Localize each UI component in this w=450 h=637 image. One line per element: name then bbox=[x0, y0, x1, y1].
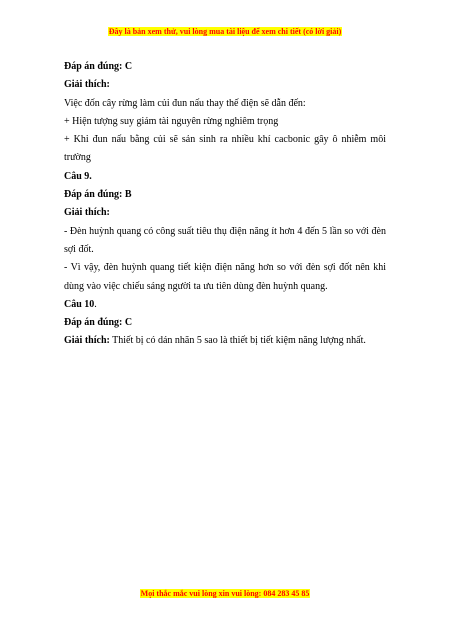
q10-explain-line bbox=[64, 332, 386, 350]
q9-explain-label: Giải thích: bbox=[64, 207, 110, 219]
preview-notice-banner bbox=[0, 27, 450, 37]
preview-notice-text: Đây là bản xem thử, vui lòng mua tài liệu để xem chi tiết (có lời giải) bbox=[108, 27, 342, 36]
q9-point-2: - Vì vậy, đèn huỳnh quang tiết kiện điện năng hơn so với đèn sợi đốt nên khi dùng vào việc chiếu sáng người ta ưu tiên dùng đèn huỳnh quang. bbox=[64, 262, 386, 292]
q10-explain-label: Giải thích: bbox=[64, 335, 110, 347]
q10-answer: Đáp án đúng: C bbox=[64, 317, 133, 329]
q9-point-1: - Đèn huỳnh quang có công suất tiêu thụ điện năng ít hơn 4 đến 5 lần so với đèn sợi đốt. bbox=[64, 225, 386, 255]
q8-intro: Việc đốn cây rừng làm củi đun nấu thay thế điện sẽ dẫn đến: bbox=[64, 97, 306, 109]
q10-title: Câu 10 bbox=[64, 298, 95, 310]
q9-answer: Đáp án đúng: B bbox=[64, 189, 132, 201]
q9-title: Câu 9. bbox=[64, 170, 92, 182]
q10-title-line bbox=[64, 296, 386, 314]
contact-notice-text: Mọi thắc mắc vui lòng xin vui lòng: 084 283 45 85 bbox=[140, 589, 310, 598]
contact-notice-banner bbox=[0, 589, 450, 599]
q10-title-suffix: . bbox=[94, 298, 97, 310]
q10-explain-text: Thiết bị có dán nhãn 5 sao là thiết bị tiết kiệm năng lượng nhất. bbox=[109, 335, 366, 347]
q8-explain-label: Giải thích: bbox=[64, 79, 110, 91]
answer-content bbox=[64, 58, 386, 351]
q8-answer: Đáp án đúng: C bbox=[64, 61, 133, 72]
q8-point-1: + Hiện tượng suy giảm tài nguyên rừng nghiêm trọng bbox=[64, 115, 279, 127]
q8-point-2: + Khi đun nấu bằng củi sẽ sản sinh ra nhiều khí cacbonic gây ô nhiễm môi trường bbox=[64, 134, 386, 164]
